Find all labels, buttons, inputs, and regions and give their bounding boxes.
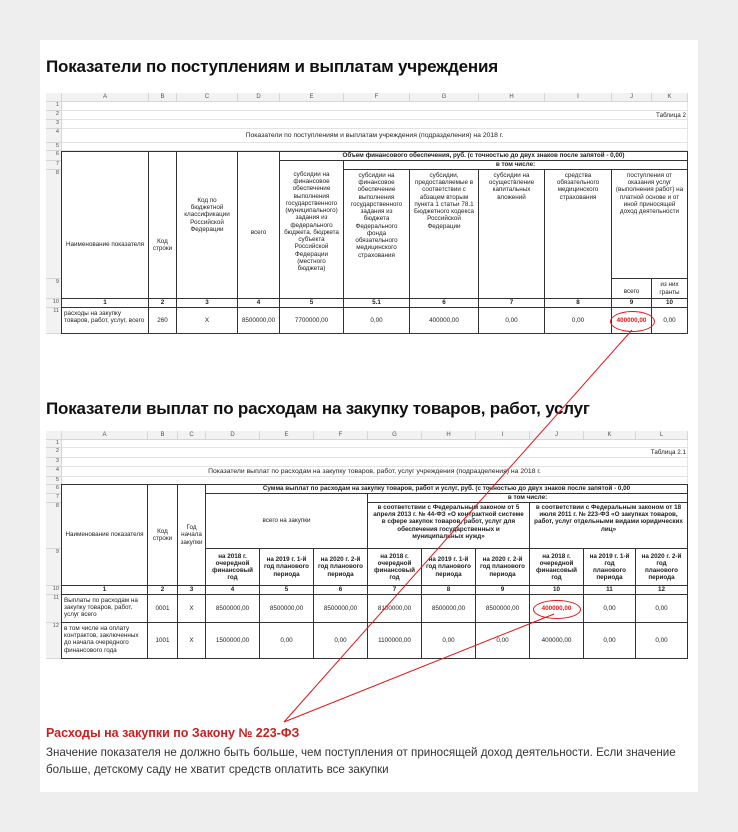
header-income-paid: поступления от оказания услуг (выполнения работ) на платной основе и от иной приносящей доход деятельности xyxy=(611,169,688,279)
header-name: Наименование показателя xyxy=(61,151,149,299)
col-number: 5.1 xyxy=(343,298,410,308)
col-number: 2 xyxy=(147,585,178,595)
col-letter-h[interactable]: H xyxy=(479,93,545,102)
col-letter-b[interactable]: B xyxy=(148,431,178,440)
col-number: 8 xyxy=(544,298,612,308)
col-number: 6 xyxy=(313,585,368,595)
header-year-2020: на 2020 г. 2-й год планового периода xyxy=(313,548,368,586)
row-260-income-paid-highlighted[interactable]: 400000,00 xyxy=(611,307,652,334)
col-letter-d[interactable]: D xyxy=(206,431,260,440)
col-letter-k[interactable]: K xyxy=(652,93,688,102)
row-260-budget-code[interactable]: X xyxy=(176,307,238,334)
row-1001-law44-2020[interactable]: 0,00 xyxy=(475,622,530,659)
col-letter-c[interactable]: C xyxy=(177,93,238,102)
col-letter-f[interactable]: F xyxy=(314,431,368,440)
row-number-2[interactable]: 2 xyxy=(46,111,62,120)
row-number-5[interactable]: 5 xyxy=(46,143,62,151)
row-1001-law223-2019[interactable]: 0,00 xyxy=(583,622,636,659)
col-number: 11 xyxy=(583,585,636,595)
row-260-grants[interactable]: 0,00 xyxy=(651,307,688,334)
col-letter-c[interactable]: C xyxy=(178,431,206,440)
table-label: Таблица 2 xyxy=(656,112,686,119)
row-0001-total-2018[interactable]: 8500000,00 xyxy=(205,594,260,623)
row-0001-law44-2018[interactable]: 8100000,00 xyxy=(367,594,422,623)
row-number-4[interactable]: 4 xyxy=(46,129,62,143)
row-260-subsidy-state-task[interactable]: 7700000,00 xyxy=(279,307,344,334)
row-number-6[interactable]: 6 xyxy=(46,151,62,161)
row-260-code[interactable]: 260 xyxy=(148,307,177,334)
col-letter-j[interactable]: J xyxy=(530,431,584,440)
header-year-2019: на 2019 г. 1-й год планового периода xyxy=(421,548,476,586)
header-group: Сумма выплат по расходам на закупку товаров, работ и услуг, руб. (с точностью до двух знаков после запятой - 0,00 xyxy=(205,484,688,494)
header-law-44: в соответствии с Федеральным законом от 5 апреля 2013 г. № 44-ФЗ «О контрактной системе в сфере закупок товаров, работ, услуг для обеспечения государственных и муниципальных нужд» xyxy=(367,502,530,549)
row-0001-name[interactable]: Выплаты по расходам на закупку товаров, работ, услуг всего xyxy=(61,594,148,623)
row-0001-law223-2018-highlighted[interactable]: 400000,00 xyxy=(529,594,584,623)
header-year-2019: на 2019 г. 1-й год планового периода xyxy=(583,548,636,586)
col-number: 4 xyxy=(205,585,260,595)
header-subsidy-capital: субсидии на осуществление капитальных вложений xyxy=(478,169,545,299)
col-number: 3 xyxy=(177,585,206,595)
header-year-2018: на 2018 г. очередной финансовый год xyxy=(205,548,260,586)
header-year-2018: на 2018 г. очередной финансовый год xyxy=(367,548,422,586)
row-1001-law223-2018[interactable]: 400000,00 xyxy=(529,622,584,659)
row-260-name[interactable]: расходы на закупку товаров, работ, услуг, всего xyxy=(61,307,149,334)
connector-line xyxy=(284,330,632,722)
row-1001-law223-2020[interactable]: 0,00 xyxy=(635,622,688,659)
row-0001-start-year[interactable]: X xyxy=(177,594,206,623)
row-0001-total-2020[interactable]: 8500000,00 xyxy=(313,594,368,623)
header-year-2018: на 2018 г. очередной финансовый год xyxy=(529,548,584,586)
col-letter-k[interactable]: K xyxy=(584,431,636,440)
col-number: 3 xyxy=(176,298,238,308)
row-1001-law44-2019[interactable]: 0,00 xyxy=(421,622,476,659)
header-subsidy-fund: субсидии на финансовое обеспечение выполнения государственного задания из бюджета Федерального фонда обязательного медицинского страхования xyxy=(343,169,410,299)
header-year-2020: на 2020 г. 2-й год планового периода xyxy=(635,548,688,586)
row-0001-total-2019[interactable]: 8500000,00 xyxy=(259,594,314,623)
row-1001-name[interactable]: в том числе на оплату контрактов, заключенных до начала очередного финансового года xyxy=(61,622,148,659)
note-text: Значение показателя не должно быть больше, чем поступления от приносящей доход деятельности. Если значение больше, детскому саду не хватит средств оплатить все закупки xyxy=(46,746,676,776)
row-number-12[interactable]: 12 xyxy=(46,623,62,659)
row-1001-law44-2018[interactable]: 1100000,00 xyxy=(367,622,422,659)
row-number-8[interactable]: 8 xyxy=(46,503,62,549)
col-number: 1 xyxy=(61,585,148,595)
header-in-that-number: в том числе: xyxy=(367,493,688,503)
row-number-4[interactable]: 4 xyxy=(46,467,62,477)
row-number-5[interactable]: 5 xyxy=(46,477,62,485)
row-1001-total-2020[interactable]: 0,00 xyxy=(313,622,368,659)
header-year-2020: на 2020 г. 2-й год планового периода xyxy=(475,548,530,586)
col-letter-e[interactable]: E xyxy=(260,431,314,440)
row-number-10[interactable]: 10 xyxy=(46,586,62,595)
row-number-6[interactable]: 6 xyxy=(46,485,62,494)
row-number-3[interactable]: 3 xyxy=(46,458,62,467)
header-oms-funds: средства обязательного медицинского страхования xyxy=(544,169,612,299)
row-0001-law44-2020[interactable]: 8500000,00 xyxy=(475,594,530,623)
col-letter-i[interactable]: I xyxy=(545,93,612,102)
col-number: 12 xyxy=(635,585,688,595)
header-subsidy-state-task: субсидии на финансовое обеспечение выполнения государственного (муниципального) задания из федерального бюджета, бюджета субъекта Российской Федерации (местного бюджета) xyxy=(279,160,344,299)
header-group: Объем финансового обеспечения, руб. (с точностью до двух знаков после запятой - 0,00) xyxy=(279,151,688,161)
row-1001-code[interactable]: 1001 xyxy=(147,622,178,659)
col-number: 9 xyxy=(611,298,652,308)
col-letter-a[interactable]: A xyxy=(62,93,149,102)
row-260-subsidy-78-1[interactable]: 400000,00 xyxy=(409,307,479,334)
row-number-10[interactable]: 10 xyxy=(46,299,62,308)
header-total-purchases: всего на закупки xyxy=(205,493,368,549)
section1-heading: Показатели по поступлениям и выплатам учреждения xyxy=(46,57,498,76)
header-year-2019: на 2019 г. 1-й год планового периода xyxy=(259,548,314,586)
col-letter-b[interactable]: B xyxy=(149,93,177,102)
header-name: Наименование показателя xyxy=(61,484,148,586)
col-letter-f[interactable]: F xyxy=(344,93,410,102)
row-1001-start-year[interactable]: X xyxy=(177,622,206,659)
row-0001-law44-2019[interactable]: 8500000,00 xyxy=(421,594,476,623)
col-number: 5 xyxy=(259,585,314,595)
col-number: 7 xyxy=(367,585,422,595)
row-1001-total-2019[interactable]: 0,00 xyxy=(259,622,314,659)
sheet-title: Показатели по поступлениям и выплатам учреждения (подразделения) на 2018 г. xyxy=(62,129,688,143)
row-number-1[interactable]: 1 xyxy=(46,440,62,448)
col-number: 8 xyxy=(421,585,476,595)
row-number-11[interactable]: 11 xyxy=(46,595,62,623)
row-260-oms-funds[interactable]: 0,00 xyxy=(544,307,612,334)
row-number-2[interactable]: 2 xyxy=(46,448,62,458)
row-number-7[interactable]: 7 xyxy=(46,161,62,170)
col-letter-j[interactable]: J xyxy=(612,93,652,102)
col-number: 4 xyxy=(237,298,280,308)
note-title: Расходы на закупки по Закону № 223-ФЗ xyxy=(46,726,300,740)
col-number: 2 xyxy=(148,298,177,308)
col-number: 10 xyxy=(651,298,688,308)
col-letter-g[interactable]: G xyxy=(410,93,479,102)
col-letter-d[interactable]: D xyxy=(238,93,280,102)
header-total: всего xyxy=(237,151,280,299)
section2-heading: Показатели выплат по расходам на закупку товаров, работ, услуг xyxy=(46,399,590,418)
col-number: 5 xyxy=(279,298,344,308)
row-number-9[interactable]: 9 xyxy=(46,279,62,299)
row-number-1[interactable]: 1 xyxy=(46,102,62,111)
col-number: 1 xyxy=(61,298,149,308)
col-letter-h[interactable]: H xyxy=(422,431,476,440)
col-letter-g[interactable]: G xyxy=(368,431,422,440)
col-letter-a[interactable]: A xyxy=(62,431,148,440)
row-number-8[interactable]: 8 xyxy=(46,170,62,279)
col-number: 7 xyxy=(478,298,545,308)
header-row-code: Код строки xyxy=(147,484,178,586)
col-letter-l[interactable]: L xyxy=(636,431,688,440)
row-260-subsidy-capital[interactable]: 0,00 xyxy=(478,307,545,334)
row-number-11[interactable]: 11 xyxy=(46,308,62,334)
row-260-subsidy-fund[interactable]: 0,00 xyxy=(343,307,410,334)
row-number-7[interactable]: 7 xyxy=(46,494,62,503)
col-letter-i[interactable]: I xyxy=(476,431,530,440)
header-paid-total: всего xyxy=(611,278,652,299)
row-number-3[interactable]: 3 xyxy=(46,120,62,129)
header-row-code: Код строки xyxy=(148,151,177,299)
col-number: 9 xyxy=(475,585,530,595)
row-number-9[interactable]: 9 xyxy=(46,549,62,586)
header-start-year: Год начала закупки xyxy=(177,484,206,586)
row-0001-code[interactable]: 0001 xyxy=(147,594,178,623)
row-0001-law223-2020[interactable]: 0,00 xyxy=(635,594,688,623)
col-letter-e[interactable]: E xyxy=(280,93,344,102)
table-label: Таблица 2.1 xyxy=(650,449,686,456)
header-subsidy-78-1: субсидии, предоставляемые в соответствии с абзацем вторым пункта 1 статьи 78.1 Бюджетного кодекса Российской Федерации xyxy=(409,169,479,299)
row-260-total[interactable]: 8500000,00 xyxy=(237,307,280,334)
row-1001-total-2018[interactable]: 1500000,00 xyxy=(205,622,260,659)
row-0001-law223-2019[interactable]: 0,00 xyxy=(583,594,636,623)
header-budget-code: Код по бюджетной классификации Российской Федерации xyxy=(176,151,238,299)
header-law-223: в соответствии с Федеральным законом от 18 июля 2011 г. № 223-ФЗ «О закупках товаров, работ, услуг отдельными видами юридических лиц» xyxy=(529,502,688,549)
col-number: 10 xyxy=(529,585,584,595)
col-number: 6 xyxy=(409,298,479,308)
header-paid-grants: из них гранты xyxy=(651,278,688,299)
header-in-that-number: в том числе: xyxy=(343,160,688,170)
sheet-title: Показатели выплат по расходам на закупку товаров, работ, услуг учреждения (подразделения) на 2018 г. xyxy=(62,467,688,477)
